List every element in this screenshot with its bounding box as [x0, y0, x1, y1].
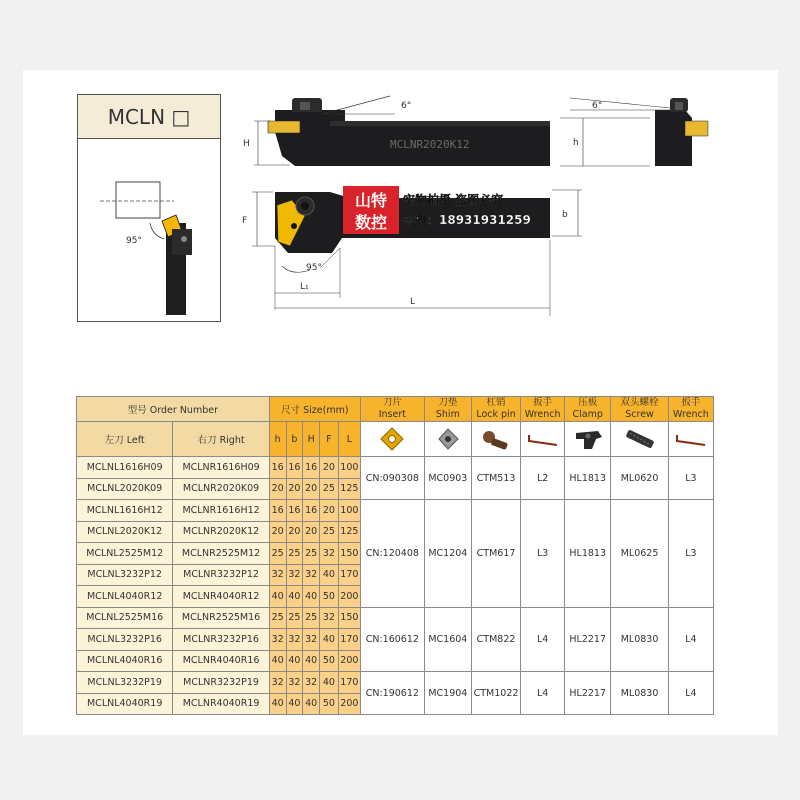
lockpin-code: CTM822 [471, 607, 520, 672]
dim-L: 200 [338, 693, 360, 715]
screw-code: ML0830 [611, 607, 669, 672]
dim-b: 20 [286, 478, 303, 500]
shim-code: MC1904 [424, 672, 471, 715]
dim-F: 20 [320, 457, 339, 479]
dim-b: 32 [286, 564, 303, 586]
shim-header: 刀垫 Shim [424, 397, 471, 422]
left-model: MCLNL3232P16 [77, 629, 173, 651]
dim-H: 25 [303, 543, 320, 565]
wrench-header: 扳手 Wrench [521, 397, 565, 422]
right-model: MCLNR3232P19 [173, 672, 269, 694]
wrench2-code: L3 [668, 457, 713, 500]
lockpin-code: CTM617 [471, 500, 520, 608]
shim-code: MC1604 [424, 607, 471, 672]
insert-code: CN:160612 [360, 607, 424, 672]
dim-H: 32 [303, 672, 320, 694]
clamp-code: HL1813 [565, 457, 611, 500]
dim-F: 25 [320, 521, 339, 543]
wrench2-code: L3 [668, 500, 713, 608]
dim-L-label: L [410, 297, 416, 307]
dim-H: 32 [303, 564, 320, 586]
dim-h: 32 [269, 629, 286, 651]
dim-h-label: h [573, 138, 579, 148]
dim-h: 25 [269, 543, 286, 565]
dim-F: 32 [320, 607, 339, 629]
watermark-stamp [343, 186, 568, 234]
dim-L: 170 [338, 564, 360, 586]
wrench-image [521, 422, 565, 457]
left-model: MCLNL4040R12 [77, 586, 173, 608]
table-row [77, 607, 714, 629]
left-model: MCLNL3232P12 [77, 564, 173, 586]
insert-image [360, 422, 424, 457]
side-angle-label: 6° [592, 101, 603, 111]
wrench-code: L3 [521, 500, 565, 608]
left-model: MCLNL1616H09 [77, 457, 173, 479]
bottom-angle-label: 95° [306, 263, 322, 273]
wrench2-icon [673, 425, 709, 453]
dim-H: 16 [303, 500, 320, 522]
wrench-icon [525, 425, 561, 453]
dim-h: 20 [269, 521, 286, 543]
order-number-header: 型号 Order Number [77, 397, 270, 422]
product-box [77, 94, 221, 322]
dim-L: 125 [338, 521, 360, 543]
right-model: MCLNR4040R19 [173, 693, 269, 715]
right-model: MCLNR3232P12 [173, 564, 269, 586]
dim-F-label: F [242, 216, 248, 226]
size-header: 尺寸 Size(mm) [269, 397, 360, 422]
dim-header-h: h [269, 422, 286, 457]
screw-code: ML0620 [611, 457, 669, 500]
screw-icon [620, 425, 660, 453]
dim-h: 32 [269, 564, 286, 586]
dim-h: 16 [269, 457, 286, 479]
left-model: MCLNL2525M16 [77, 607, 173, 629]
dim-L: 170 [338, 672, 360, 694]
clamp-code: HL1813 [565, 500, 611, 608]
clamp-icon [570, 425, 606, 453]
left-model: MCLNL1616H12 [77, 500, 173, 522]
insert-header: 刀片 Insert [360, 397, 424, 422]
left-model: MCLNL2020K09 [77, 478, 173, 500]
right-model: MCLNR3232P16 [173, 629, 269, 651]
insert-code: CN:190612 [360, 672, 424, 715]
engraving-text: MCLNR2020K12 [390, 138, 470, 151]
dim-H-label: H [243, 139, 250, 149]
dim-L: 100 [338, 500, 360, 522]
product-title: MCLN □ [78, 95, 220, 139]
dim-L1-label: L₁ [300, 282, 309, 292]
wrench2-code: L4 [668, 672, 713, 715]
dim-header-L: L [338, 422, 360, 457]
right-tool-header: 右刀 Right [173, 422, 269, 457]
left-model: MCLNL4040R19 [77, 693, 173, 715]
dim-header-b: b [286, 422, 303, 457]
right-model: MCLNR1616H12 [173, 500, 269, 522]
right-model: MCLNR2020K12 [173, 521, 269, 543]
dim-H: 40 [303, 650, 320, 672]
dim-H: 32 [303, 629, 320, 651]
dim-b: 16 [286, 500, 303, 522]
wrench-code: L4 [521, 672, 565, 715]
table-row [77, 500, 714, 522]
dim-b: 20 [286, 521, 303, 543]
table-row [77, 672, 714, 694]
dim-b: 32 [286, 629, 303, 651]
header-row-2 [77, 422, 714, 457]
left-tool-header: 左刀 Left [77, 422, 173, 457]
right-model: MCLNR4040R12 [173, 586, 269, 608]
dim-b: 40 [286, 586, 303, 608]
watermark-logo-line2: 数控 [354, 213, 388, 232]
dim-b: 40 [286, 693, 303, 715]
dim-b: 32 [286, 672, 303, 694]
dim-F: 40 [320, 672, 339, 694]
dim-h: 25 [269, 607, 286, 629]
screw-code: ML0830 [611, 672, 669, 715]
dim-H: 25 [303, 607, 320, 629]
right-model: MCLNR2020K09 [173, 478, 269, 500]
end-view [560, 98, 708, 166]
dim-h: 32 [269, 672, 286, 694]
dim-h: 20 [269, 478, 286, 500]
right-model: MCLNR4040R16 [173, 650, 269, 672]
clamp-code: HL2217 [565, 672, 611, 715]
screw-header: 双头螺栓 Screw [611, 397, 669, 422]
dim-L: 100 [338, 457, 360, 479]
dim-H: 20 [303, 521, 320, 543]
insert-icon [375, 425, 409, 453]
dim-h: 40 [269, 650, 286, 672]
dim-h: 16 [269, 500, 286, 522]
shim-icon [433, 425, 463, 453]
dim-F: 50 [320, 693, 339, 715]
shim-image [424, 422, 471, 457]
shim-code: MC0903 [424, 457, 471, 500]
lockpin-code: CTM1022 [471, 672, 520, 715]
lockpin-code: CTM513 [471, 457, 520, 500]
dim-b: 16 [286, 457, 303, 479]
dim-F: 50 [320, 650, 339, 672]
shim-code: MC1204 [424, 500, 471, 608]
wrench2-header: 扳手 Wrench [668, 397, 713, 422]
dim-L: 150 [338, 607, 360, 629]
table-row [77, 457, 714, 479]
dim-F: 25 [320, 478, 339, 500]
lockpin-header: 杠销 Lock pin [471, 397, 520, 422]
clamp-image [565, 422, 611, 457]
wrench-code: L4 [521, 607, 565, 672]
lockpin-icon [479, 425, 513, 453]
dim-H: 20 [303, 478, 320, 500]
dim-F: 40 [320, 629, 339, 651]
insert-code: CN:120408 [360, 500, 424, 608]
dim-F: 32 [320, 543, 339, 565]
dim-F: 20 [320, 500, 339, 522]
dim-L: 125 [338, 478, 360, 500]
right-model: MCLNR2525M16 [173, 607, 269, 629]
screw-code: ML0625 [611, 500, 669, 608]
dim-b-label: b [562, 210, 568, 220]
dim-L: 170 [338, 629, 360, 651]
wrench-code: L2 [521, 457, 565, 500]
lockpin-image [471, 422, 520, 457]
dim-h: 40 [269, 586, 286, 608]
watermark-text-2: 手机：18931931259 [403, 213, 531, 227]
header-row-1 [77, 397, 714, 422]
dim-header-H: H [303, 422, 320, 457]
dim-H: 40 [303, 586, 320, 608]
dim-b: 25 [286, 607, 303, 629]
dim-L: 150 [338, 543, 360, 565]
dim-F: 40 [320, 564, 339, 586]
dim-L: 200 [338, 586, 360, 608]
spec-table [76, 396, 714, 715]
screw-image [611, 422, 669, 457]
dim-L: 200 [338, 650, 360, 672]
dim-h: 40 [269, 693, 286, 715]
right-model: MCLNR2525M12 [173, 543, 269, 565]
watermark-text-1: 实物拍摄 盗图必究 [403, 193, 504, 207]
right-model: MCLNR1616H09 [173, 457, 269, 479]
side-view [243, 96, 550, 166]
clamp-code: HL2217 [565, 607, 611, 672]
left-model: MCLNL2525M12 [77, 543, 173, 565]
dim-b: 40 [286, 650, 303, 672]
dim-H: 40 [303, 693, 320, 715]
dim-header-F: F [320, 422, 339, 457]
dim-b: 25 [286, 543, 303, 565]
top-angle-label: 6° [401, 101, 412, 111]
wrench2-image [668, 422, 713, 457]
dim-H: 16 [303, 457, 320, 479]
product-angle-label: 95° [126, 236, 142, 246]
wrench2-code: L4 [668, 607, 713, 672]
dim-F: 50 [320, 586, 339, 608]
left-model: MCLNL3232P19 [77, 672, 173, 694]
insert-code: CN:090308 [360, 457, 424, 500]
left-model: MCLNL4040R16 [77, 650, 173, 672]
watermark-logo-line1: 山特 [354, 191, 388, 210]
left-model: MCLNL2020K12 [77, 521, 173, 543]
clamp-header: 压板 Clamp [565, 397, 611, 422]
product-orientation-icon [78, 139, 220, 321]
